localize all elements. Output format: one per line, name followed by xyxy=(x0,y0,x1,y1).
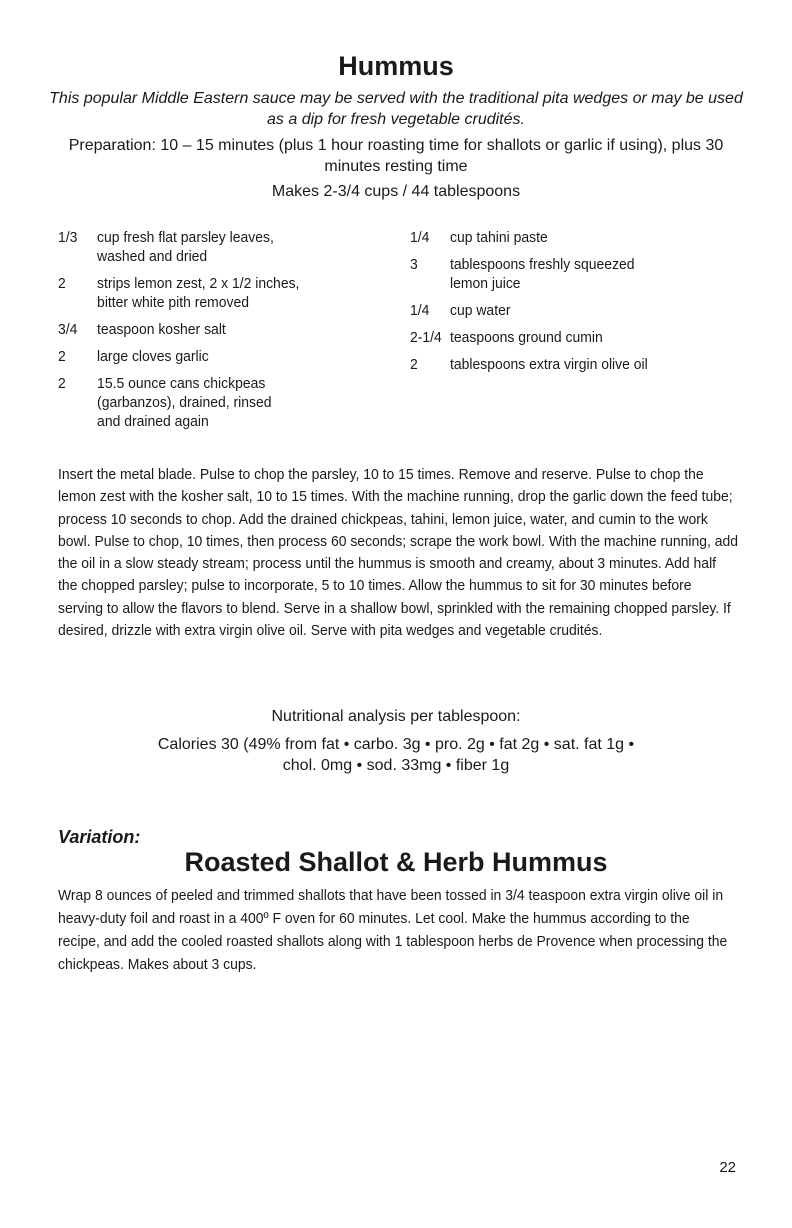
ingredient-qty: 3 xyxy=(410,256,418,273)
nutrition-line-2: chol. 0mg • sod. 33mg • fiber 1g xyxy=(282,757,510,774)
ingredient-qty: 3/4 xyxy=(58,321,78,338)
ingredient-item xyxy=(58,274,356,312)
page-number: 22 xyxy=(719,1159,736,1176)
ingredient-item xyxy=(410,355,717,374)
variation-label: Variation: xyxy=(58,827,141,847)
yield: Makes 2-3/4 cups / 44 tablespoons xyxy=(271,183,521,200)
nutrition-line-1: Calories 30 (49% from fat • carbo. 3g • pro. 2g • fat 2g • sat. fat 1g • xyxy=(157,736,635,753)
ingredients-right-column xyxy=(410,228,740,382)
ingredient-text: teaspoons ground cumin xyxy=(449,329,603,346)
preparation-time: Preparation: 10 – 15 minutes (plus 1 hour roasting time for shallots or garlic if using), plus 30 minutes resting time xyxy=(68,137,724,175)
ingredient-text: cup fresh flat parsley leaves, washed and dried xyxy=(97,229,274,265)
recipe-intro: This popular Middle Eastern sauce may be served with the traditional pita wedges or may be used as a dip for fresh vegetable crudités. xyxy=(49,90,743,128)
ingredient-text: cup tahini paste xyxy=(449,229,548,246)
ingredient-item xyxy=(58,347,356,366)
method-paragraph: Insert the metal blade. Pulse to chop the parsley, 10 to 15 times. Remove and reserve. Pulse to chop the lemon zest with the kosher salt, 10 to 15 times. With the machine running, drop the garlic down the feed tube; process 10 seconds to chop. Add the drained chickpeas, tahini, lemon juice, water, and cumin to the work bowl. Pulse to chop, 10 times, then process 60 seconds; scrape the work bowl. With the machine running, add the oil in a slow steady stream; process until the hummus is smooth and creamy, about 3 minutes. Add half the chopped parsley; pulse to incorporate, 5 to 10 times. Allow the hummus to sit for 30 minutes before serving to allow the flavors to blend. Serve in a shallow bowl, sprinkled with the remaining chopped parsley. If desired, drizzle with extra virgin olive oil. Serve with pita wedges and vegetable crudités. xyxy=(58,466,739,640)
ingredient-item xyxy=(410,328,717,347)
ingredient-text: teaspoon kosher salt xyxy=(97,321,226,338)
ingredient-qty: 1/4 xyxy=(410,302,430,319)
ingredient-item xyxy=(58,374,356,431)
ingredient-qty: 1/3 xyxy=(58,229,78,246)
ingredient-qty: 2 xyxy=(410,356,418,373)
ingredient-item xyxy=(58,320,356,339)
variation-title: Roasted Shallot & Herb Hummus xyxy=(184,847,608,877)
nutrition-heading: Nutritional analysis per tablespoon: xyxy=(271,708,521,725)
ingredients-left-column xyxy=(58,228,378,439)
ingredient-item xyxy=(58,228,356,266)
ingredient-text: large cloves garlic xyxy=(97,348,209,365)
ingredient-item xyxy=(410,255,717,293)
ingredient-qty: 2 xyxy=(58,348,66,365)
ingredient-item xyxy=(410,228,717,247)
ingredient-text: tablespoons extra virgin olive oil xyxy=(449,356,648,373)
ingredient-qty: 2 xyxy=(58,275,66,292)
ingredient-text: strips lemon zest, 2 x 1/2 inches, bitter white pith removed xyxy=(97,275,300,311)
variation-paragraph: Wrap 8 ounces of peeled and trimmed shallots that have been tossed in 3/4 teaspoon extra virgin olive oil in heavy-duty foil and roast in a 400º F oven for 60 minutes. Let cool. Make the hummus according to the recipe, and add the cooled roasted shallots along with 1 tablespoon herbs de Provence when processing the chickpeas. Makes about 3 cups. xyxy=(58,887,728,973)
ingredient-item xyxy=(410,301,717,320)
ingredient-text: tablespoons freshly squeezed lemon juice xyxy=(449,256,635,292)
ingredient-text: cup water xyxy=(449,302,511,319)
recipe-title: Hummus xyxy=(338,51,454,81)
ingredient-text: 15.5 ounce cans chickpeas (garbanzos), drained, rinsed and drained again xyxy=(97,375,272,430)
ingredient-qty: 2 xyxy=(58,375,66,392)
ingredient-qty: 2-1/4 xyxy=(410,329,442,346)
ingredient-qty: 1/4 xyxy=(410,229,430,246)
